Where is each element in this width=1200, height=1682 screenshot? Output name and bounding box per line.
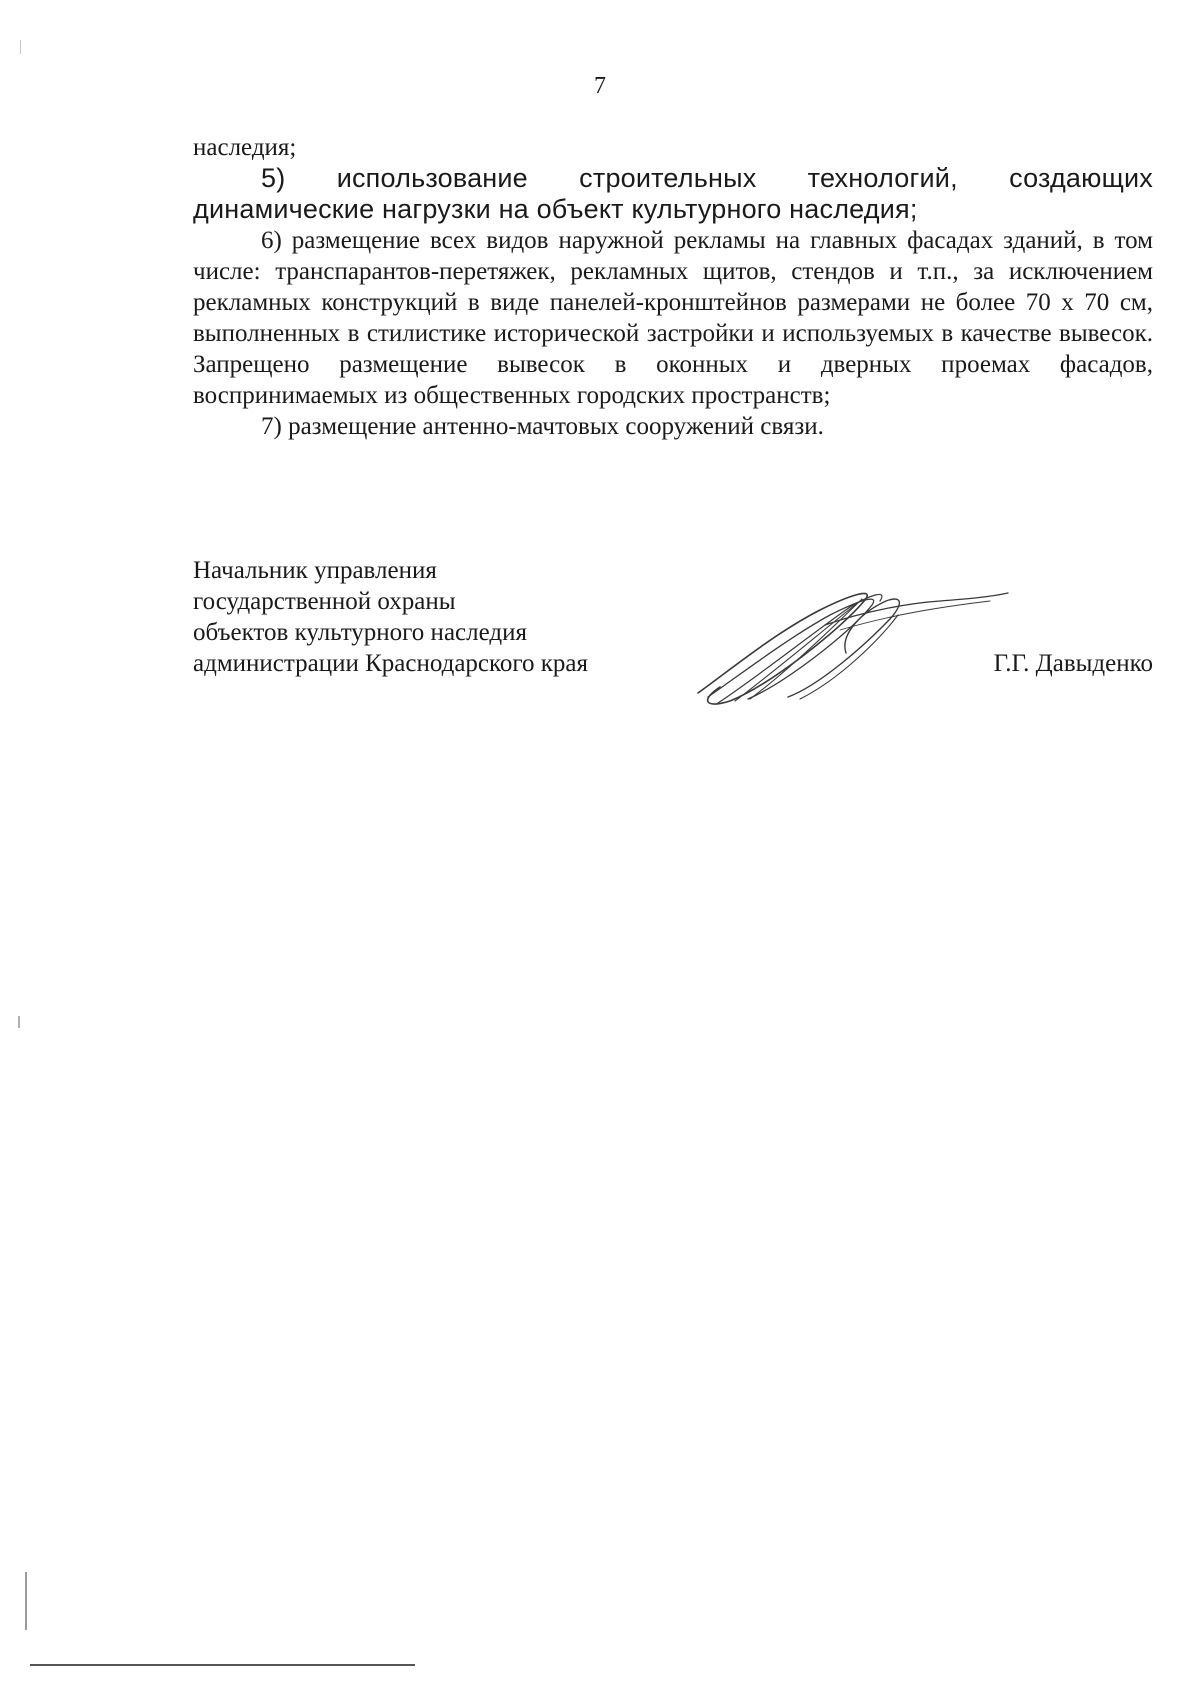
signer-title-line: администрации Краснодарского края [193, 650, 589, 677]
list-item-7: 7) размещение антенно-мачтовых сооружений связи. [261, 413, 824, 440]
scan-artifact [20, 40, 21, 54]
list-item-6-restriction: Запрещено размещение вывесок в оконных и дверных проемах фасадов, воспринимаемых из общественных городских пространств; [193, 351, 1153, 409]
scan-artifact [25, 1572, 27, 1630]
list-item-6-main: 6) размещение всех видов наружной рекламы на главных фасадах зданий, в том числе: транспарантов-перетяжек, рекламных щитов, стендов и т.п., за исключением рекламных конструкций в виде панелей-кронштейнов размерами не более 70 х 70 см, выполненных в стилистике исторической застройки и используемых в качестве вывесок. [193, 227, 1153, 347]
signer-title-line: государственной охраны [193, 588, 456, 615]
paragraph-continuation: наследия; [193, 134, 297, 161]
page-number: 7 [594, 73, 606, 99]
handwritten-signature [690, 575, 1010, 710]
list-item-6 [193, 225, 1153, 411]
scan-artifact-line [30, 1664, 415, 1666]
list-item-5: 5) использование строительных технологий, создающих динамические нагрузки на объект культурного наследия; [193, 163, 1153, 224]
document-body [193, 132, 1153, 442]
scan-artifact [18, 1016, 20, 1028]
signer-name: Г.Г. Давыденко [993, 650, 1153, 677]
signer-title-line: объектов культурного наследия [193, 619, 527, 646]
signer-title-line: Начальник управления [193, 557, 437, 584]
